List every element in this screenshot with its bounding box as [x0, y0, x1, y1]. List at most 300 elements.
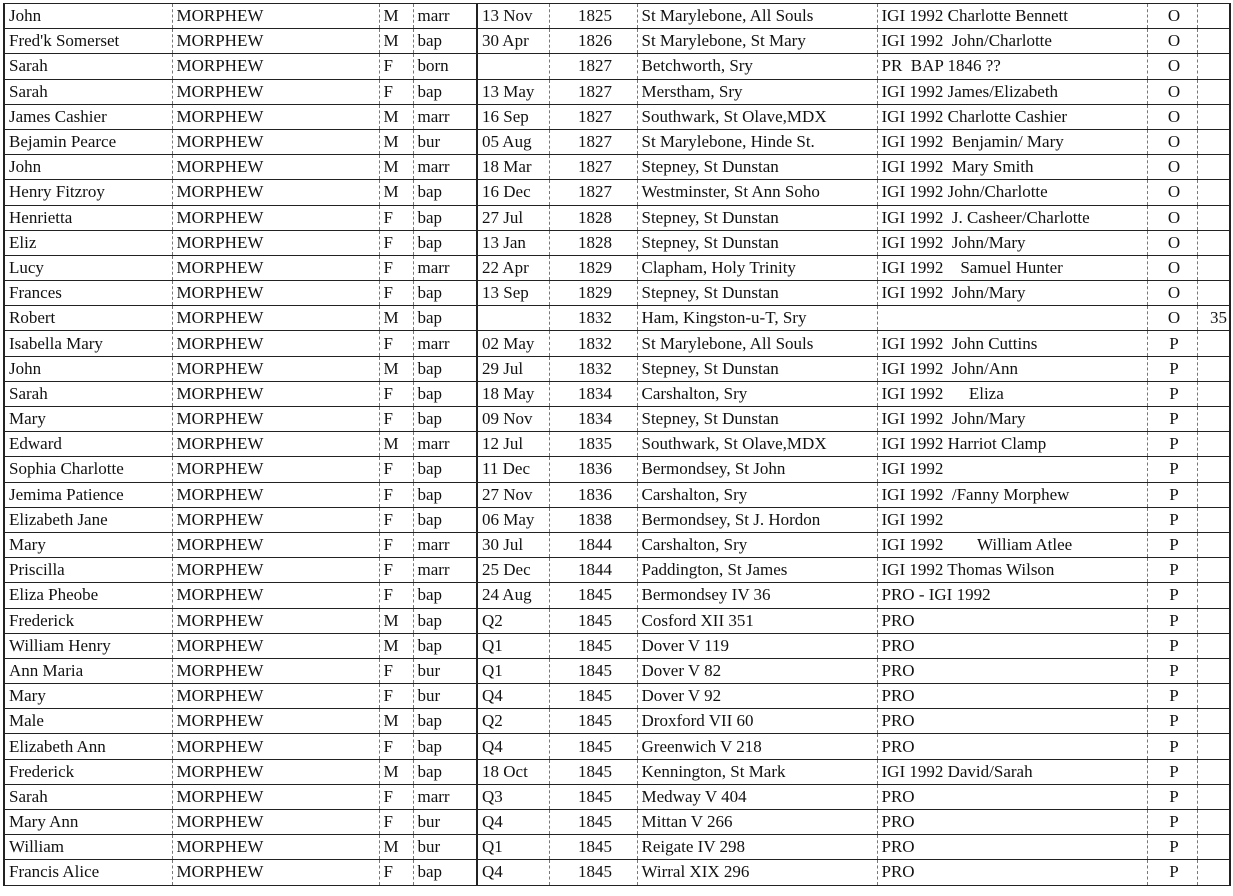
sex-cell: F [379, 784, 413, 809]
event-cell: bap [413, 356, 477, 381]
forename-cell: Sophia Charlotte [4, 457, 172, 482]
source-cell: IGI 1992 John/Charlotte [877, 29, 1147, 54]
surname-cell: MORPHEW [172, 658, 379, 683]
source-cell: IGI 1992 William Atlee [877, 532, 1147, 557]
date-cell: 16 Dec [477, 180, 549, 205]
place-cell: Dover V 92 [637, 684, 877, 709]
date-cell: 18 Oct [477, 759, 549, 784]
surname-cell: MORPHEW [172, 381, 379, 406]
year-cell: 1845 [549, 835, 637, 860]
forename-cell: James Cashier [4, 104, 172, 129]
year-cell: 1845 [549, 583, 637, 608]
page-cell [1197, 155, 1230, 180]
source-cell: IGI 1992 Eliza [877, 381, 1147, 406]
sex-cell: M [379, 759, 413, 784]
forename-cell: Robert [4, 306, 172, 331]
table-row [4, 709, 1230, 734]
table-row [4, 230, 1230, 255]
page-cell [1197, 356, 1230, 381]
surname-cell: MORPHEW [172, 255, 379, 280]
year-cell: 1827 [549, 54, 637, 79]
code-cell: O [1147, 54, 1197, 79]
table-row [4, 79, 1230, 104]
code-cell: P [1147, 709, 1197, 734]
place-cell: Stepney, St Dunstan [637, 230, 877, 255]
year-cell: 1827 [549, 79, 637, 104]
date-cell: 02 May [477, 331, 549, 356]
place-cell: Kennington, St Mark [637, 759, 877, 784]
page-cell [1197, 230, 1230, 255]
place-cell: St Marylebone, All Souls [637, 4, 877, 29]
source-cell: IGI 1992 John/Ann [877, 356, 1147, 381]
sex-cell: M [379, 709, 413, 734]
date-cell: 05 Aug [477, 129, 549, 154]
source-cell: IGI 1992 John Cuttins [877, 331, 1147, 356]
surname-cell: MORPHEW [172, 29, 379, 54]
code-cell: P [1147, 608, 1197, 633]
page-cell [1197, 482, 1230, 507]
event-cell: bap [413, 205, 477, 230]
page-cell [1197, 532, 1230, 557]
page-cell [1197, 381, 1230, 406]
date-cell: 18 May [477, 381, 549, 406]
source-cell: IGI 1992 Thomas Wilson [877, 558, 1147, 583]
place-cell: Merstham, Sry [637, 79, 877, 104]
surname-cell: MORPHEW [172, 482, 379, 507]
code-cell: P [1147, 558, 1197, 583]
forename-cell: John [4, 356, 172, 381]
date-cell: 13 Nov [477, 4, 549, 29]
code-cell: P [1147, 407, 1197, 432]
page-cell [1197, 658, 1230, 683]
surname-cell: MORPHEW [172, 356, 379, 381]
table-row [4, 658, 1230, 683]
table-row [4, 507, 1230, 532]
date-cell: 22 Apr [477, 255, 549, 280]
forename-cell: Sarah [4, 784, 172, 809]
surname-cell: MORPHEW [172, 407, 379, 432]
place-cell: Greenwich V 218 [637, 734, 877, 759]
surname-cell: MORPHEW [172, 432, 379, 457]
event-cell: bur [413, 810, 477, 835]
year-cell: 1827 [549, 129, 637, 154]
source-cell: IGI 1992 /Fanny Morphew [877, 482, 1147, 507]
place-cell: Stepney, St Dunstan [637, 205, 877, 230]
event-cell: bap [413, 381, 477, 406]
sex-cell: F [379, 230, 413, 255]
page-cell [1197, 507, 1230, 532]
page-cell [1197, 255, 1230, 280]
page-cell [1197, 180, 1230, 205]
year-cell: 1832 [549, 331, 637, 356]
sex-cell: F [379, 860, 413, 885]
event-cell: bap [413, 734, 477, 759]
source-cell: PRO [877, 784, 1147, 809]
forename-cell: Mary [4, 407, 172, 432]
date-cell: 30 Jul [477, 532, 549, 557]
sex-cell: M [379, 155, 413, 180]
date-cell: 13 Sep [477, 281, 549, 306]
table-row [4, 583, 1230, 608]
sex-cell: M [379, 4, 413, 29]
sex-cell: F [379, 532, 413, 557]
forename-cell: Elizabeth Ann [4, 734, 172, 759]
forename-cell: Priscilla [4, 558, 172, 583]
place-cell: Reigate IV 298 [637, 835, 877, 860]
source-cell: PRO [877, 608, 1147, 633]
year-cell: 1845 [549, 633, 637, 658]
event-cell: marr [413, 558, 477, 583]
surname-cell: MORPHEW [172, 784, 379, 809]
place-cell: St Marylebone, Hinde St. [637, 129, 877, 154]
year-cell: 1829 [549, 281, 637, 306]
place-cell: Carshalton, Sry [637, 482, 877, 507]
sex-cell: F [379, 558, 413, 583]
page-cell [1197, 633, 1230, 658]
place-cell: Wirral XIX 296 [637, 860, 877, 885]
surname-cell: MORPHEW [172, 532, 379, 557]
source-cell: PRO [877, 684, 1147, 709]
code-cell: P [1147, 860, 1197, 885]
source-cell: IGI 1992 Benjamin/ Mary [877, 129, 1147, 154]
place-cell: Carshalton, Sry [637, 381, 877, 406]
place-cell: Medway V 404 [637, 784, 877, 809]
page-cell [1197, 407, 1230, 432]
source-cell: IGI 1992 John/Mary [877, 281, 1147, 306]
event-cell: bap [413, 507, 477, 532]
table-row [4, 835, 1230, 860]
surname-cell: MORPHEW [172, 331, 379, 356]
code-cell: P [1147, 684, 1197, 709]
date-cell: 30 Apr [477, 29, 549, 54]
code-cell: O [1147, 205, 1197, 230]
place-cell: Droxford VII 60 [637, 709, 877, 734]
date-cell: Q3 [477, 784, 549, 809]
sex-cell: F [379, 54, 413, 79]
date-cell: 13 Jan [477, 230, 549, 255]
year-cell: 1845 [549, 658, 637, 683]
source-cell: IGI 1992 John/Mary [877, 407, 1147, 432]
place-cell: Carshalton, Sry [637, 532, 877, 557]
year-cell: 1835 [549, 432, 637, 457]
surname-cell: MORPHEW [172, 583, 379, 608]
table-row [4, 482, 1230, 507]
place-cell: Southwark, St Olave,MDX [637, 432, 877, 457]
table-row [4, 608, 1230, 633]
place-cell: Westminster, St Ann Soho [637, 180, 877, 205]
page-cell [1197, 835, 1230, 860]
source-cell: PRO [877, 860, 1147, 885]
table-row [4, 784, 1230, 809]
source-cell: IGI 1992 James/Elizabeth [877, 79, 1147, 104]
year-cell: 1827 [549, 155, 637, 180]
sex-cell: M [379, 432, 413, 457]
source-cell: IGI 1992 Charlotte Bennett [877, 4, 1147, 29]
code-cell: P [1147, 532, 1197, 557]
source-cell: IGI 1992 John/Mary [877, 230, 1147, 255]
table-row [4, 532, 1230, 557]
date-cell: 06 May [477, 507, 549, 532]
page-cell [1197, 684, 1230, 709]
sex-cell: M [379, 633, 413, 658]
source-cell: PRO [877, 633, 1147, 658]
forename-cell: Lucy [4, 255, 172, 280]
code-cell: O [1147, 29, 1197, 54]
table-row [4, 432, 1230, 457]
forename-cell: Henrietta [4, 205, 172, 230]
code-cell: P [1147, 432, 1197, 457]
code-cell: P [1147, 331, 1197, 356]
date-cell: 13 May [477, 79, 549, 104]
surname-cell: MORPHEW [172, 155, 379, 180]
event-cell: bap [413, 180, 477, 205]
surname-cell: MORPHEW [172, 810, 379, 835]
date-cell: 29 Jul [477, 356, 549, 381]
forename-cell: Eliza Pheobe [4, 583, 172, 608]
place-cell: Stepney, St Dunstan [637, 281, 877, 306]
surname-cell: MORPHEW [172, 230, 379, 255]
place-cell: Mittan V 266 [637, 810, 877, 835]
year-cell: 1827 [549, 180, 637, 205]
sex-cell: M [379, 356, 413, 381]
event-cell: marr [413, 784, 477, 809]
source-cell: PRO [877, 709, 1147, 734]
source-cell: IGI 1992 Harriot Clamp [877, 432, 1147, 457]
table-row [4, 381, 1230, 406]
surname-cell: MORPHEW [172, 709, 379, 734]
table-row [4, 104, 1230, 129]
date-cell: 25 Dec [477, 558, 549, 583]
year-cell: 1845 [549, 608, 637, 633]
date-cell: Q1 [477, 633, 549, 658]
forename-cell: Mary [4, 684, 172, 709]
table-row [4, 129, 1230, 154]
place-cell: Stepney, St Dunstan [637, 356, 877, 381]
forename-cell: Frederick [4, 759, 172, 784]
event-cell: bur [413, 129, 477, 154]
surname-cell: MORPHEW [172, 180, 379, 205]
year-cell: 1845 [549, 734, 637, 759]
table-row [4, 734, 1230, 759]
source-cell: IGI 1992 Samuel Hunter [877, 255, 1147, 280]
event-cell: born [413, 54, 477, 79]
forename-cell: Frederick [4, 608, 172, 633]
event-cell: bap [413, 608, 477, 633]
table-row [4, 356, 1230, 381]
table-row [4, 457, 1230, 482]
surname-cell: MORPHEW [172, 281, 379, 306]
date-cell: 18 Mar [477, 155, 549, 180]
sex-cell: M [379, 180, 413, 205]
date-cell [477, 306, 549, 331]
code-cell: P [1147, 759, 1197, 784]
place-cell: Southwark, St Olave,MDX [637, 104, 877, 129]
page-cell [1197, 281, 1230, 306]
event-cell: bap [413, 281, 477, 306]
date-cell: Q1 [477, 658, 549, 683]
table-row [4, 633, 1230, 658]
table-row [4, 29, 1230, 54]
surname-cell: MORPHEW [172, 129, 379, 154]
event-cell: bap [413, 230, 477, 255]
forename-cell: Frances [4, 281, 172, 306]
surname-cell: MORPHEW [172, 104, 379, 129]
table-row [4, 331, 1230, 356]
year-cell: 1845 [549, 759, 637, 784]
forename-cell: Edward [4, 432, 172, 457]
date-cell: Q4 [477, 734, 549, 759]
page-cell [1197, 54, 1230, 79]
code-cell: O [1147, 155, 1197, 180]
table-row [4, 205, 1230, 230]
sex-cell: M [379, 29, 413, 54]
place-cell: St Marylebone, All Souls [637, 331, 877, 356]
source-cell: IGI 1992 John/Charlotte [877, 180, 1147, 205]
table-row [4, 180, 1230, 205]
table-row [4, 558, 1230, 583]
year-cell: 1845 [549, 784, 637, 809]
date-cell: 24 Aug [477, 583, 549, 608]
page-cell [1197, 432, 1230, 457]
page-cell [1197, 734, 1230, 759]
date-cell: 27 Jul [477, 205, 549, 230]
table-row [4, 255, 1230, 280]
code-cell: P [1147, 457, 1197, 482]
source-cell: IGI 1992 J. Casheer/Charlotte [877, 205, 1147, 230]
year-cell: 1828 [549, 230, 637, 255]
sex-cell: M [379, 608, 413, 633]
date-cell: 27 Nov [477, 482, 549, 507]
sex-cell: F [379, 457, 413, 482]
sex-cell: M [379, 835, 413, 860]
table-row [4, 281, 1230, 306]
event-cell: bap [413, 306, 477, 331]
place-cell: Ham, Kingston-u-T, Sry [637, 306, 877, 331]
forename-cell: Eliz [4, 230, 172, 255]
forename-cell: William Henry [4, 633, 172, 658]
table-row [4, 860, 1230, 885]
date-cell: 16 Sep [477, 104, 549, 129]
event-cell: marr [413, 432, 477, 457]
sex-cell: M [379, 104, 413, 129]
code-cell: P [1147, 482, 1197, 507]
code-cell: O [1147, 281, 1197, 306]
event-cell: bap [413, 633, 477, 658]
date-cell: Q4 [477, 860, 549, 885]
code-cell: O [1147, 180, 1197, 205]
event-cell: marr [413, 532, 477, 557]
surname-cell: MORPHEW [172, 684, 379, 709]
surname-cell: MORPHEW [172, 759, 379, 784]
forename-cell: Bejamin Pearce [4, 129, 172, 154]
page-cell [1197, 79, 1230, 104]
place-cell: St Marylebone, St Mary [637, 29, 877, 54]
date-cell: Q4 [477, 810, 549, 835]
code-cell: P [1147, 658, 1197, 683]
sex-cell: F [379, 281, 413, 306]
page-cell [1197, 759, 1230, 784]
forename-cell: Isabella Mary [4, 331, 172, 356]
event-cell: bap [413, 457, 477, 482]
page-cell [1197, 583, 1230, 608]
forename-cell: Henry Fitzroy [4, 180, 172, 205]
place-cell: Bermondsey, St J. Hordon [637, 507, 877, 532]
code-cell: O [1147, 255, 1197, 280]
surname-cell: MORPHEW [172, 860, 379, 885]
sex-cell: F [379, 658, 413, 683]
source-cell: IGI 1992 David/Sarah [877, 759, 1147, 784]
forename-cell: Sarah [4, 79, 172, 104]
event-cell: marr [413, 255, 477, 280]
page-cell [1197, 4, 1230, 29]
table-row [4, 155, 1230, 180]
surname-cell: MORPHEW [172, 306, 379, 331]
event-cell: bur [413, 658, 477, 683]
code-cell: P [1147, 356, 1197, 381]
code-cell: P [1147, 583, 1197, 608]
date-cell: 09 Nov [477, 407, 549, 432]
code-cell: P [1147, 507, 1197, 532]
date-cell: Q4 [477, 684, 549, 709]
forename-cell: John [4, 4, 172, 29]
table-row [4, 407, 1230, 432]
event-cell: bap [413, 860, 477, 885]
code-cell: O [1147, 79, 1197, 104]
place-cell: Paddington, St James [637, 558, 877, 583]
event-cell: bap [413, 407, 477, 432]
code-cell: P [1147, 734, 1197, 759]
code-cell: P [1147, 381, 1197, 406]
year-cell: 1834 [549, 381, 637, 406]
event-cell: bap [413, 583, 477, 608]
sex-cell: F [379, 583, 413, 608]
event-cell: bap [413, 79, 477, 104]
code-cell: O [1147, 129, 1197, 154]
event-cell: marr [413, 4, 477, 29]
surname-cell: MORPHEW [172, 205, 379, 230]
code-cell: P [1147, 810, 1197, 835]
date-cell [477, 54, 549, 79]
event-cell: marr [413, 155, 477, 180]
sex-cell: M [379, 306, 413, 331]
page-cell [1197, 810, 1230, 835]
source-cell: PR BAP 1846 ?? [877, 54, 1147, 79]
year-cell: 1845 [549, 684, 637, 709]
date-cell: Q2 [477, 709, 549, 734]
code-cell: P [1147, 633, 1197, 658]
place-cell: Bermondsey IV 36 [637, 583, 877, 608]
surname-cell: MORPHEW [172, 79, 379, 104]
table-row [4, 684, 1230, 709]
year-cell: 1825 [549, 4, 637, 29]
date-cell: 11 Dec [477, 457, 549, 482]
page-cell [1197, 457, 1230, 482]
forename-cell: Ann Maria [4, 658, 172, 683]
sex-cell: F [379, 205, 413, 230]
source-cell: IGI 1992 Charlotte Cashier [877, 104, 1147, 129]
code-cell: P [1147, 784, 1197, 809]
date-cell: Q1 [477, 835, 549, 860]
place-cell: Stepney, St Dunstan [637, 155, 877, 180]
surname-cell: MORPHEW [172, 734, 379, 759]
event-cell: bap [413, 29, 477, 54]
sex-cell: F [379, 331, 413, 356]
table-row [4, 759, 1230, 784]
surname-cell: MORPHEW [172, 608, 379, 633]
event-cell: marr [413, 104, 477, 129]
year-cell: 1844 [549, 558, 637, 583]
register-body [4, 4, 1230, 886]
